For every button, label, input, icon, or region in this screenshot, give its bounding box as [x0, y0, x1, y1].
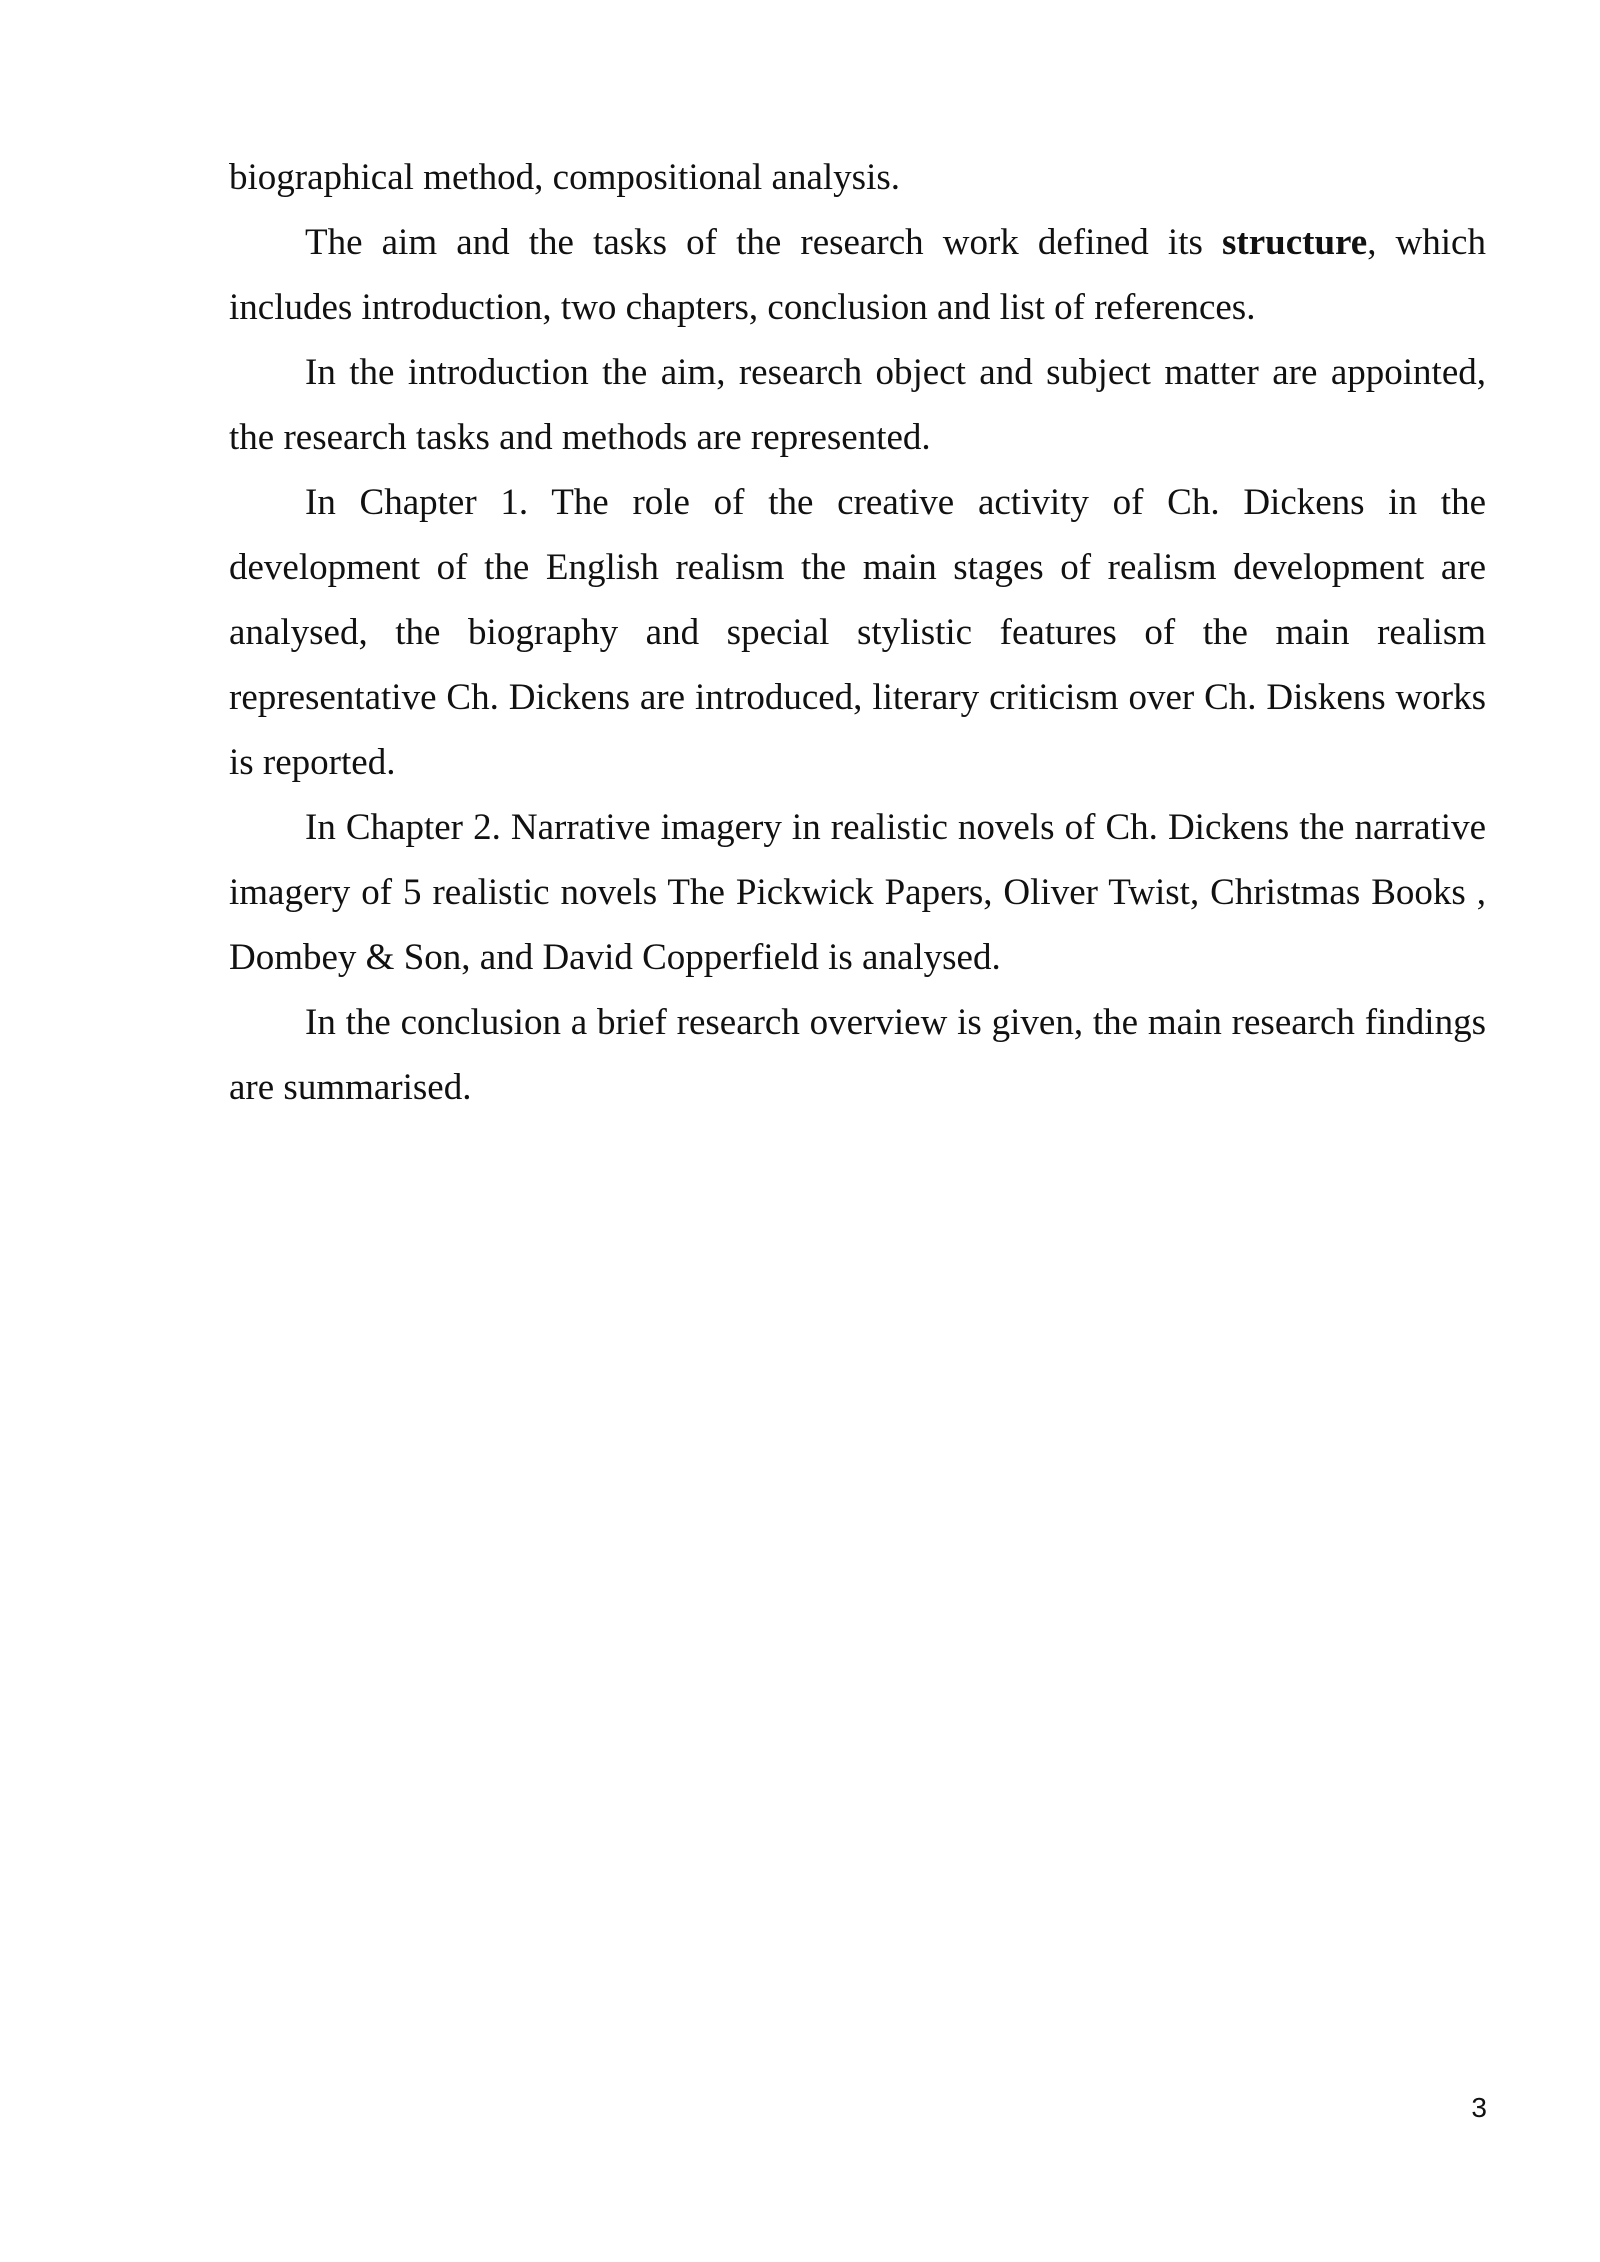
paragraph-structure — [229, 210, 1486, 340]
page-number: 3 — [1471, 2092, 1487, 2123]
structure-text-after: , which includes introduction, two chapters, conclusion and list of references. — [229, 222, 1486, 328]
paragraph-chapter-1: In Chapter 1. The role of the creative activity of Ch. Dickens in the development of the English realism the main stages of realism development are analysed, the biography and special stylistic features of the main realism representative Ch. Dickens are introduced, literary criticism over Ch. Diskens works is reported. — [229, 482, 1486, 783]
paragraph-methods-continuation: biographical method, compositional analysis. — [229, 157, 901, 198]
structure-bold-term: structure — [1221, 222, 1368, 263]
structure-text-before: The aim and the tasks of the research work defined its — [305, 222, 1222, 263]
body-text — [229, 145, 1486, 1120]
paragraph-conclusion: In the conclusion a brief research overview is given, the main research findings are summarised. — [229, 1002, 1486, 1108]
paragraph-chapter-2: In Chapter 2. Narrative imagery in realistic novels of Ch. Dickens the narrative imagery of 5 realistic novels The Pickwick Papers, Oliver Twist, Christmas Books , Dombey & Son, and David Copperfield is analysed. — [229, 807, 1486, 978]
paragraph-introduction: In the introduction the aim, research object and subject matter are appointed, the research tasks and methods are represented. — [229, 352, 1486, 458]
